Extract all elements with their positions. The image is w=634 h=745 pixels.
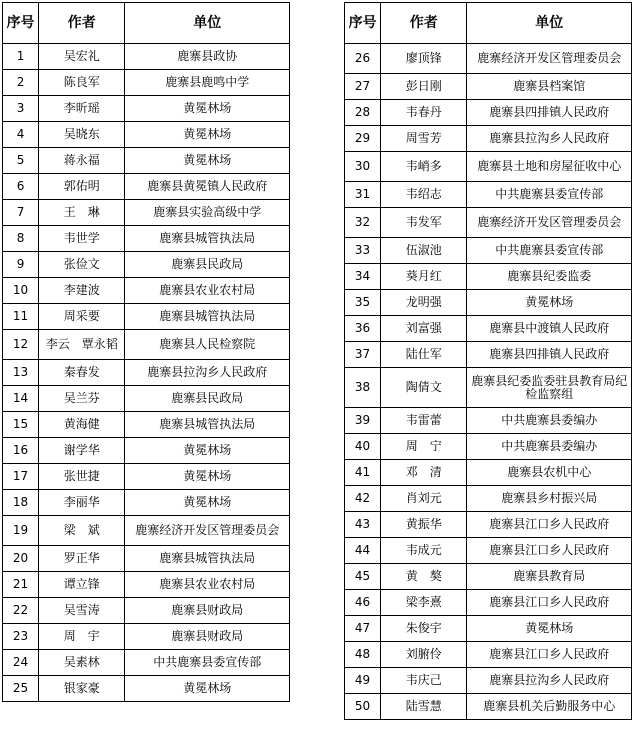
cell-unit: 鹿寨县纪委监委驻县教育局纪检监察组 [467,368,632,408]
cell-num: 26 [345,44,381,74]
cell-author: 张世捷 [39,464,125,490]
cell-unit: 鹿寨县城管执法局 [125,412,290,438]
cell-unit: 鹿寨县鹿鸣中学 [125,70,290,96]
cell-author: 龙明强 [381,290,467,316]
table-row [3,70,290,96]
cell-unit: 鹿寨县民政局 [125,252,290,278]
cell-author: 伍淑池 [381,238,467,264]
cell-unit: 黄冕林场 [125,438,290,464]
cell-author: 韦庆己 [381,668,467,694]
cell-author: 刘富强 [381,316,467,342]
table-row [3,252,290,278]
cell-num: 5 [3,148,39,174]
cell-num: 19 [3,516,39,546]
cell-unit: 鹿寨县档案馆 [467,74,632,100]
cell-num: 22 [3,598,39,624]
cell-unit: 鹿寨县拉沟乡人民政府 [467,668,632,694]
cell-num: 15 [3,412,39,438]
cell-unit: 鹿寨县机关后勤服务中心 [467,694,632,720]
cell-unit: 鹿寨县教育局 [467,564,632,590]
cell-num: 1 [3,44,39,70]
table-row [3,278,290,304]
table-row [3,148,290,174]
cell-author: 吴晓东 [39,122,125,148]
table-row [345,238,632,264]
cell-num: 27 [345,74,381,100]
cell-author: 周雪芳 [381,126,467,152]
cell-num: 20 [3,546,39,572]
cell-unit: 中共鹿寨县委宣传部 [125,650,290,676]
cell-unit: 鹿寨县四排镇人民政府 [467,100,632,126]
cell-author: 吴宏礼 [39,44,125,70]
cell-unit: 鹿寨县纪委监委 [467,264,632,290]
cell-author: 陶倩文 [381,368,467,408]
table-row [3,650,290,676]
cell-num: 14 [3,386,39,412]
table-row [3,122,290,148]
table-row [3,598,290,624]
cell-unit: 鹿寨县农业农村局 [125,278,290,304]
table-row [345,564,632,590]
cell-num: 49 [345,668,381,694]
cell-author: 韦春丹 [381,100,467,126]
cell-unit: 中共鹿寨县委编办 [467,408,632,434]
cell-author: 周 宁 [381,434,467,460]
cell-unit: 黄冕林场 [125,96,290,122]
cell-author: 谢学华 [39,438,125,464]
cell-unit: 鹿寨县民政局 [125,386,290,412]
cell-num: 38 [345,368,381,408]
table-row [3,96,290,122]
cell-unit: 鹿寨经济开发区管理委员会 [125,516,290,546]
cell-unit: 中共鹿寨县委宣传部 [467,238,632,264]
table-row [3,676,290,702]
cell-author: 韦世学 [39,226,125,252]
cell-num: 37 [345,342,381,368]
cell-author: 王 琳 [39,200,125,226]
cell-author: 吴兰芬 [39,386,125,412]
cell-author: 吴雪涛 [39,598,125,624]
cell-author: 陈良军 [39,70,125,96]
cell-author: 彭日刚 [381,74,467,100]
cell-num: 44 [345,538,381,564]
table-row [345,342,632,368]
table-row [345,694,632,720]
header-unit: 单位 [467,3,632,44]
table-row [3,226,290,252]
cell-unit: 黄冕林场 [125,464,290,490]
cell-num: 23 [3,624,39,650]
cell-num: 48 [345,642,381,668]
cell-author: 李昕瑶 [39,96,125,122]
cell-author: 韦成元 [381,538,467,564]
table-row [345,668,632,694]
table-row [345,616,632,642]
cell-author: 邓 清 [381,460,467,486]
cell-author: 李建波 [39,278,125,304]
table-row [3,624,290,650]
cell-num: 30 [345,152,381,182]
cell-unit: 黄冕林场 [125,676,290,702]
cell-num: 12 [3,330,39,360]
cell-num: 4 [3,122,39,148]
table-row [3,360,290,386]
cell-author: 黄海健 [39,412,125,438]
table-row [345,408,632,434]
table-row [345,368,632,408]
cell-author: 张俭文 [39,252,125,278]
cell-author: 刘腑伶 [381,642,467,668]
table-row [3,546,290,572]
table-row [345,512,632,538]
cell-unit: 鹿寨经济开发区管理委员会 [467,208,632,238]
table-row [345,642,632,668]
cell-author: 郭佑明 [39,174,125,200]
table-row [345,74,632,100]
cell-unit: 黄冕林场 [125,490,290,516]
table-row [3,174,290,200]
table-row [345,486,632,512]
table-row [3,200,290,226]
cell-unit: 鹿寨县财政局 [125,598,290,624]
table-row [3,386,290,412]
cell-author: 谭立锋 [39,572,125,598]
author-table-right [344,2,632,720]
table-row [3,330,290,360]
table-row [3,304,290,330]
cell-num: 17 [3,464,39,490]
table-row [345,264,632,290]
cell-unit: 鹿寨县乡村振兴局 [467,486,632,512]
table-row [345,290,632,316]
cell-unit: 鹿寨县城管执法局 [125,226,290,252]
cell-author: 韦绍志 [381,182,467,208]
cell-author: 韦发军 [381,208,467,238]
cell-author: 蒋永福 [39,148,125,174]
cell-author: 肖刘元 [381,486,467,512]
cell-author: 韦雷蕾 [381,408,467,434]
cell-unit: 鹿寨县江口乡人民政府 [467,538,632,564]
cell-num: 43 [345,512,381,538]
cell-num: 2 [3,70,39,96]
cell-num: 9 [3,252,39,278]
table-row [3,516,290,546]
cell-author: 周采要 [39,304,125,330]
cell-unit: 鹿寨县江口乡人民政府 [467,512,632,538]
cell-unit: 鹿寨县江口乡人民政府 [467,590,632,616]
cell-num: 40 [345,434,381,460]
cell-unit: 鹿寨县黄冕镇人民政府 [125,174,290,200]
cell-unit: 黄冕林场 [125,122,290,148]
table-row [3,490,290,516]
cell-num: 45 [345,564,381,590]
cell-num: 8 [3,226,39,252]
cell-unit: 鹿寨县江口乡人民政府 [467,642,632,668]
table-row [345,538,632,564]
cell-author: 韦峭多 [381,152,467,182]
header-num: 序号 [345,3,381,44]
cell-author: 吴素林 [39,650,125,676]
cell-num: 3 [3,96,39,122]
cell-num: 50 [345,694,381,720]
cell-author: 李丽华 [39,490,125,516]
cell-unit: 鹿寨县财政局 [125,624,290,650]
cell-num: 36 [345,316,381,342]
cell-unit: 鹿寨县中渡镇人民政府 [467,316,632,342]
cell-unit: 鹿寨县拉沟乡人民政府 [125,360,290,386]
cell-num: 16 [3,438,39,464]
cell-unit: 鹿寨县实验高级中学 [125,200,290,226]
cell-num: 25 [3,676,39,702]
cell-num: 46 [345,590,381,616]
table-row [345,44,632,74]
cell-unit: 鹿寨县四排镇人民政府 [467,342,632,368]
cell-unit: 鹿寨县城管执法局 [125,304,290,330]
cell-num: 42 [345,486,381,512]
cell-num: 41 [345,460,381,486]
cell-num: 10 [3,278,39,304]
cell-unit: 鹿寨县城管执法局 [125,546,290,572]
cell-author: 陆仕军 [381,342,467,368]
table-header-row [3,3,290,44]
header-author: 作者 [39,3,125,44]
cell-num: 18 [3,490,39,516]
cell-unit: 中共鹿寨县委宣传部 [467,182,632,208]
table-row [345,126,632,152]
table-row [345,590,632,616]
cell-num: 39 [345,408,381,434]
cell-num: 35 [345,290,381,316]
cell-author: 银家豪 [39,676,125,702]
cell-num: 24 [3,650,39,676]
cell-num: 11 [3,304,39,330]
cell-num: 7 [3,200,39,226]
cell-unit: 黄冕林场 [467,616,632,642]
cell-unit: 鹿寨县政协 [125,44,290,70]
table-row [345,434,632,460]
cell-author: 黄振华 [381,512,467,538]
cell-unit: 鹿寨县人民检察院 [125,330,290,360]
cell-unit: 鹿寨县农机中心 [467,460,632,486]
cell-num: 31 [345,182,381,208]
author-table-left [2,2,290,702]
cell-author: 黄 獒 [381,564,467,590]
table-row [3,44,290,70]
cell-author: 周 宇 [39,624,125,650]
table-header-row [345,3,632,44]
table-row [345,152,632,182]
cell-num: 34 [345,264,381,290]
cell-unit: 黄冕林场 [125,148,290,174]
table-row [345,460,632,486]
cell-author: 李云 覃永韬 [39,330,125,360]
header-author: 作者 [381,3,467,44]
table-row [345,100,632,126]
cell-author: 廖顶锋 [381,44,467,74]
cell-num: 47 [345,616,381,642]
table-row [3,438,290,464]
cell-unit: 鹿寨经济开发区管理委员会 [467,44,632,74]
cell-author: 罗正华 [39,546,125,572]
cell-num: 28 [345,100,381,126]
table-row [345,208,632,238]
cell-author: 陆雪慧 [381,694,467,720]
header-num: 序号 [3,3,39,44]
cell-unit: 中共鹿寨县委编办 [467,434,632,460]
cell-num: 33 [345,238,381,264]
table-row [345,316,632,342]
cell-unit: 鹿寨县土地和房屋征收中心 [467,152,632,182]
header-unit: 单位 [125,3,290,44]
cell-unit: 鹿寨县拉沟乡人民政府 [467,126,632,152]
table-row [345,182,632,208]
cell-author: 朱俊宇 [381,616,467,642]
cell-author: 葵月红 [381,264,467,290]
cell-num: 32 [345,208,381,238]
table-row [3,464,290,490]
table-row [3,572,290,598]
cell-num: 21 [3,572,39,598]
cell-author: 梁李熹 [381,590,467,616]
cell-author: 梁 斌 [39,516,125,546]
table-row [3,412,290,438]
cell-num: 13 [3,360,39,386]
cell-unit: 黄冕林场 [467,290,632,316]
cell-num: 29 [345,126,381,152]
cell-unit: 鹿寨县农业农村局 [125,572,290,598]
cell-author: 秦春发 [39,360,125,386]
cell-num: 6 [3,174,39,200]
